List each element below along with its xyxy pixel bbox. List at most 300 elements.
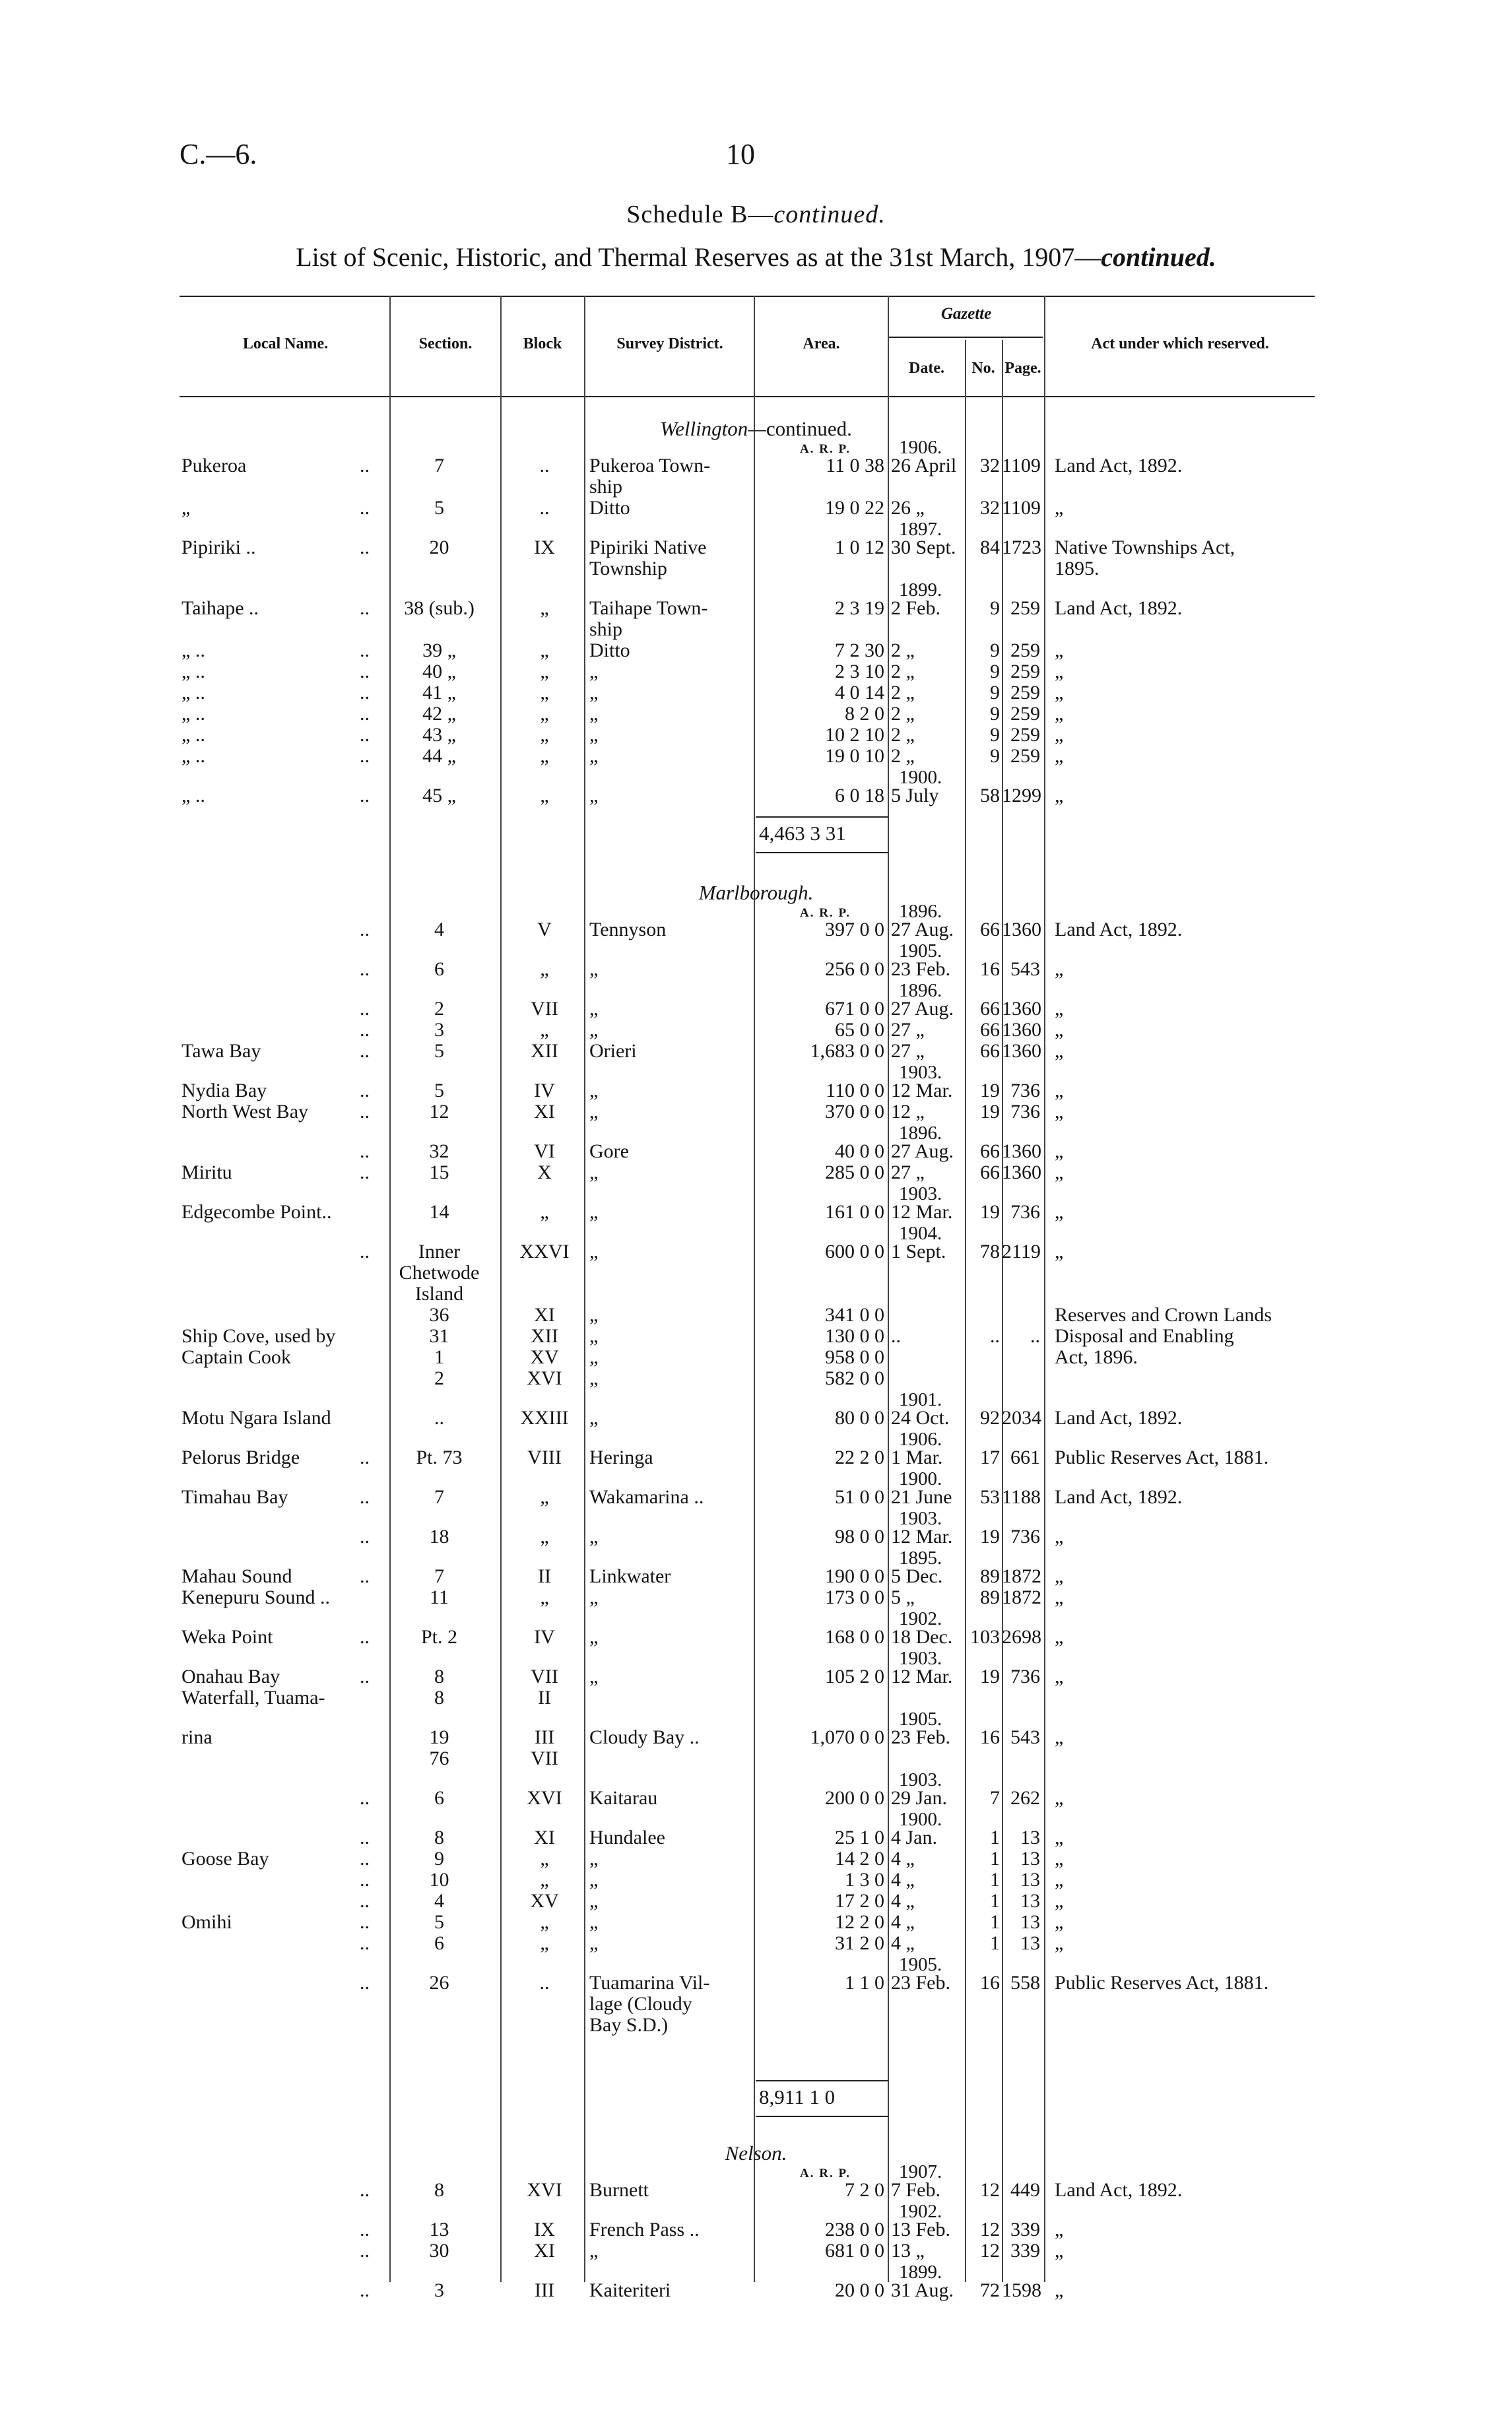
area-cell: 7 2 30 xyxy=(835,639,884,661)
gazette-no-cell: 9 xyxy=(990,661,1000,682)
gazette-date-cell: 2 „ xyxy=(891,745,915,767)
act-cell: „ xyxy=(1055,2240,1064,2262)
gazette-date-cell: 2 „ xyxy=(891,724,915,746)
survey-district-cell: Heringa xyxy=(589,1447,653,1468)
area-cell: 25 1 0 xyxy=(835,1827,884,1848)
gazette-page-cell: 13 xyxy=(1020,1911,1040,1933)
gazette-no-cell: 7 xyxy=(990,1787,1000,1809)
area-units-label: A. R. P. xyxy=(800,2167,851,2180)
section-cell: 7 xyxy=(434,1565,444,1587)
gazette-no-cell: 66 xyxy=(980,1140,1000,1162)
leader-dots: .. xyxy=(360,1447,370,1468)
section-cell: Pt. 2 xyxy=(420,1626,458,1648)
gazette-date-cell: 23 Feb. xyxy=(891,958,950,980)
section-cell: 76 xyxy=(429,1747,449,1769)
survey-district-cell: Kaiteriteri xyxy=(589,2279,671,2301)
act-cell: „ xyxy=(1055,1911,1064,1933)
block-cell: „ xyxy=(540,703,549,725)
leader-dots: .. xyxy=(360,1827,370,1848)
area-cell: 238 0 0 xyxy=(825,2219,884,2240)
table-row xyxy=(0,2180,1512,2206)
section-heading: Marlborough. xyxy=(698,881,814,904)
gazette-no-cell: 92 xyxy=(980,1407,1000,1429)
act-cell: „ xyxy=(1055,2219,1064,2240)
gazette-date-cell: 4 „ xyxy=(891,1890,915,1912)
section-cell: 20 xyxy=(429,537,449,558)
gazette-page-cell: 1188 xyxy=(1002,1486,1041,1508)
gazette-year: 1903. xyxy=(899,1062,942,1083)
survey-district-cell: „ xyxy=(589,1848,599,1870)
block-cell: XXVI xyxy=(519,1241,570,1262)
local-name-cell: Onahau Bay xyxy=(181,1666,280,1687)
area-cell: 10 2 10 xyxy=(825,724,884,746)
act-cell: „ xyxy=(1055,1565,1064,1587)
local-name-cell: „ xyxy=(181,497,191,519)
section-cell: 15 xyxy=(429,1161,449,1183)
leader-dots: .. xyxy=(360,1019,370,1041)
gazette-page-cell: 1598 xyxy=(1002,2279,1041,2301)
section-cell: 14 xyxy=(429,1201,449,1223)
block-cell: VIII xyxy=(527,1447,562,1468)
act-cell: „ xyxy=(1055,1201,1064,1223)
survey-district-cell: „ xyxy=(589,1869,599,1891)
leader-dots: .. xyxy=(360,703,370,725)
block-cell: IX xyxy=(534,2219,555,2240)
survey-district-cell: Pipiriki Native xyxy=(589,537,707,558)
leader-dots: .. xyxy=(360,1932,370,1954)
area-cell: 671 0 0 xyxy=(825,998,884,1020)
gazette-no-cell: 32 xyxy=(980,455,1000,476)
total-rule xyxy=(756,2080,888,2081)
survey-district-cell: Wakamarina .. xyxy=(589,1486,704,1508)
gazette-date-cell: 2 „ xyxy=(891,639,915,661)
block-cell: VI xyxy=(534,1140,555,1162)
survey-district-cell: „ xyxy=(589,1586,599,1608)
survey-district-cell: „ xyxy=(589,1890,599,1912)
gazette-page-cell: 13 xyxy=(1020,1869,1040,1891)
leader-dots: .. xyxy=(360,1161,370,1183)
survey-district-cell: „ xyxy=(589,1626,599,1648)
act-cell: „ xyxy=(1055,998,1064,1020)
gazette-page-cell: 736 xyxy=(1010,1666,1040,1687)
gazette-no-cell: 19 xyxy=(980,1080,1000,1101)
section-cell: 26 xyxy=(429,1972,449,1994)
col-block: Block xyxy=(523,335,562,352)
gazette-date-cell: 27 „ xyxy=(891,1161,925,1183)
gazette-page-cell: 449 xyxy=(1010,2179,1040,2201)
act-cell: Reserves and Crown Lands xyxy=(1055,1304,1272,1326)
gazette-no-cell: 58 xyxy=(980,785,1000,806)
area-cell: 6 0 18 xyxy=(835,785,884,806)
gazette-page-cell: 259 xyxy=(1010,597,1040,619)
act-cell: „ xyxy=(1055,1241,1064,1262)
area-cell: 12 2 0 xyxy=(835,1911,884,1933)
gazette-no-cell: 9 xyxy=(990,682,1000,703)
area-cell: 51 0 0 xyxy=(835,1486,884,1508)
leader-dots: .. xyxy=(360,639,370,661)
section-total: 8,911 1 0 xyxy=(759,2085,836,2108)
gazette-date-cell: 5 Dec. xyxy=(891,1565,943,1587)
area-cell: 19 0 10 xyxy=(825,745,884,767)
leader-dots: .. xyxy=(360,1486,370,1508)
survey-district-cell: ship xyxy=(589,618,623,640)
act-cell: „ xyxy=(1055,1848,1064,1870)
gazette-date-cell: 27 Aug. xyxy=(891,919,954,940)
act-cell: Land Act, 1892. xyxy=(1055,2179,1183,2201)
total-rule xyxy=(756,852,888,853)
survey-district-cell: „ xyxy=(589,682,599,703)
gazette-no-cell: 1 xyxy=(990,1848,1000,1870)
act-cell: 1895. xyxy=(1055,558,1100,579)
leader-dots: .. xyxy=(360,2240,370,2262)
area-cell: 256 0 0 xyxy=(825,958,884,980)
gazette-year: 1895. xyxy=(899,1548,942,1569)
survey-district-cell: „ xyxy=(589,2240,599,2262)
table-row xyxy=(0,746,1512,772)
act-cell: „ xyxy=(1055,1101,1064,1123)
act-cell: „ xyxy=(1055,724,1064,746)
section-cell: Pt. 73 xyxy=(416,1447,463,1468)
section-heading: Wellington—continued. xyxy=(660,417,852,440)
area-cell: 397 0 0 xyxy=(825,919,884,940)
survey-district-cell: Taihape Town- xyxy=(589,597,708,619)
col-area: Area. xyxy=(803,335,840,352)
section-cell: 5 xyxy=(434,497,444,519)
gazette-page-cell: 1299 xyxy=(1002,785,1041,806)
act-cell: „ xyxy=(1055,1869,1064,1891)
act-cell: „ xyxy=(1055,497,1064,519)
act-cell: „ xyxy=(1055,639,1064,661)
block-cell: XII xyxy=(531,1040,558,1062)
survey-district-cell: Pukeroa Town- xyxy=(589,455,711,476)
leader-dots: .. xyxy=(360,1972,370,1994)
gazette-no-cell: 89 xyxy=(980,1565,1000,1587)
section-cell: 38 (sub.) xyxy=(404,597,475,619)
area-cell: 2 3 10 xyxy=(835,661,884,682)
gazette-page-cell: 543 xyxy=(1010,958,1040,980)
table-row xyxy=(0,1368,1512,1394)
gazette-date-cell: .. xyxy=(891,1325,901,1347)
area-cell: 8 2 0 xyxy=(845,703,884,725)
act-cell: Public Reserves Act, 1881. xyxy=(1055,1447,1269,1468)
gazette-date-cell: 27 Aug. xyxy=(891,1140,954,1162)
gazette-date-cell: 4 „ xyxy=(891,1848,915,1870)
gazette-no-cell: 103 xyxy=(970,1626,1000,1648)
gazette-no-cell: 12 xyxy=(980,2219,1000,2240)
section-total: 4,463 3 31 xyxy=(759,822,846,845)
block-cell: „ xyxy=(540,639,549,661)
survey-district-cell: Orieri xyxy=(589,1040,637,1062)
gazette-page-cell: 736 xyxy=(1010,1080,1040,1101)
section-cell: 44 „ xyxy=(422,745,456,767)
act-cell: Land Act, 1892. xyxy=(1055,919,1183,940)
survey-district-cell: Hundalee xyxy=(589,1827,665,1848)
gazette-year: 1903. xyxy=(899,1648,942,1669)
block-cell: „ xyxy=(540,1486,549,1508)
leader-dots: .. xyxy=(360,919,370,940)
block-cell: „ xyxy=(540,745,549,767)
gazette-page-cell: 13 xyxy=(1020,1827,1040,1848)
section-cell: 42 „ xyxy=(422,703,456,725)
gazette-date-cell: 2 „ xyxy=(891,682,915,703)
gazette-no-cell: 1 xyxy=(990,1932,1000,1954)
gazette-no-cell: 1 xyxy=(990,1911,1000,1933)
gazette-no-cell: 84 xyxy=(980,537,1000,558)
leader-dots: .. xyxy=(360,1890,370,1912)
block-cell: XV xyxy=(530,1346,559,1368)
gazette-page-cell: 259 xyxy=(1010,745,1040,767)
act-cell: „ xyxy=(1055,1019,1064,1041)
gazette-year: 1906. xyxy=(899,1429,942,1450)
gazette-date-cell: 29 Jan. xyxy=(891,1787,947,1809)
section-cell: 8 xyxy=(434,2179,444,2201)
survey-district-cell: Burnett xyxy=(589,2179,649,2201)
table-row xyxy=(0,1447,1512,1474)
gazette-page-cell: 339 xyxy=(1010,2219,1040,2240)
gazette-page-cell: 1360 xyxy=(1002,1019,1041,1041)
gazette-year: 1903. xyxy=(899,1508,942,1529)
block-cell: XXIII xyxy=(520,1407,569,1429)
block-cell: XI xyxy=(534,1827,555,1848)
local-name-cell: Edgecombe Point.. xyxy=(181,1201,332,1223)
section-cell: 9 xyxy=(434,1848,444,1870)
area-cell: 190 0 0 xyxy=(825,1565,884,1587)
block-cell: XVI xyxy=(527,2179,562,2201)
block-cell: X xyxy=(537,1161,552,1183)
table-row xyxy=(0,1041,1512,1067)
survey-district-cell: „ xyxy=(589,1346,599,1368)
survey-district-cell: „ xyxy=(589,1666,599,1687)
gazette-page-cell: 1872 xyxy=(1002,1586,1041,1608)
area-cell: 17 2 0 xyxy=(835,1890,884,1912)
survey-district-cell: „ xyxy=(589,998,599,1020)
block-cell: XVI xyxy=(527,1787,562,1809)
survey-district-cell: „ xyxy=(589,1304,599,1326)
act-cell: „ xyxy=(1055,1040,1064,1062)
block-cell: „ xyxy=(540,1869,549,1891)
act-cell: „ xyxy=(1055,2279,1064,2301)
act-cell: „ xyxy=(1055,703,1064,725)
local-name-cell: Timahau Bay xyxy=(181,1486,288,1508)
section-cell: 11 xyxy=(430,1586,449,1608)
table-row xyxy=(0,558,1512,585)
area-cell: 14 2 0 xyxy=(835,1848,884,1870)
area-cell: 19 0 22 xyxy=(825,497,884,519)
section-cell: 13 xyxy=(429,2219,449,2240)
section-cell: 3 xyxy=(434,2279,444,2301)
gazette-no-cell: 19 xyxy=(980,1101,1000,1123)
gazette-no-cell: 16 xyxy=(980,1726,1000,1748)
gazette-year: 1902. xyxy=(899,1608,942,1629)
gazette-page-cell: 1360 xyxy=(1002,998,1041,1020)
block-cell: IV xyxy=(534,1080,555,1101)
gazette-page-cell: 339 xyxy=(1010,2240,1040,2262)
act-cell: „ xyxy=(1055,682,1064,703)
survey-district-cell: „ xyxy=(589,1911,599,1933)
gazette-date-cell: 4 „ xyxy=(891,1932,915,1954)
table-row xyxy=(0,1687,1512,1714)
survey-district-cell: ship xyxy=(589,476,623,498)
survey-district-cell: Bay S.D.) xyxy=(589,2014,669,2036)
local-name-cell: Pipiriki .. xyxy=(181,537,256,558)
gazette-year: 1896. xyxy=(899,1123,942,1144)
block-cell: „ xyxy=(540,1848,549,1870)
gazette-page-cell: 259 xyxy=(1010,639,1040,661)
section-cell: 43 „ xyxy=(422,724,456,746)
local-name-cell: „ .. xyxy=(181,785,205,806)
leader-dots: .. xyxy=(360,2279,370,2301)
survey-district-cell: „ xyxy=(589,1019,599,1041)
survey-district-cell: French Pass .. xyxy=(589,2219,700,2240)
gazette-date-cell: 12 Mar. xyxy=(891,1526,953,1548)
act-cell: Act, 1896. xyxy=(1055,1346,1138,1368)
gazette-page-cell: 1360 xyxy=(1002,919,1041,940)
local-name-cell: Taihape .. xyxy=(181,597,259,619)
block-cell: „ xyxy=(540,958,549,980)
leader-dots: .. xyxy=(360,537,370,558)
gazette-no-cell: 72 xyxy=(980,2279,1000,2301)
gazette-page-cell: 2698 xyxy=(1002,1626,1041,1648)
table-row xyxy=(0,2240,1512,2267)
act-cell: Land Act, 1892. xyxy=(1055,1486,1183,1508)
gazette-year: 1903. xyxy=(899,1183,942,1204)
table-row xyxy=(0,1162,1512,1189)
survey-district-cell: Cloudy Bay .. xyxy=(589,1726,700,1748)
gazette-no-cell: 19 xyxy=(980,1666,1000,1687)
gazette-page-cell: 13 xyxy=(1020,1848,1040,1870)
gazette-date-cell: 7 Feb. xyxy=(891,2179,940,2201)
section-cell: 7 xyxy=(434,455,444,476)
gazette-no-cell: 12 xyxy=(980,2179,1000,2201)
gazette-no-cell: 9 xyxy=(990,745,1000,767)
table-row xyxy=(0,1487,1512,1513)
local-name-cell: „ .. xyxy=(181,703,205,725)
act-cell: „ xyxy=(1055,785,1064,806)
gazette-date-cell: 5 „ xyxy=(891,1586,915,1608)
local-name-cell: „ .. xyxy=(181,639,205,661)
area-cell: 285 0 0 xyxy=(825,1161,884,1183)
gazette-page-cell: 1109 xyxy=(1002,455,1041,476)
gazette-no-cell: 53 xyxy=(980,1486,1000,1508)
total-rule xyxy=(756,2116,888,2117)
gazette-page-cell: 262 xyxy=(1010,1787,1040,1809)
leader-dots: .. xyxy=(360,1848,370,1870)
gazette-date-cell: 2 Feb. xyxy=(891,597,940,619)
gazette-date-cell: 26 April xyxy=(891,455,957,476)
act-cell: „ xyxy=(1055,1932,1064,1954)
block-cell: XI xyxy=(534,2240,555,2262)
leader-dots: .. xyxy=(360,497,370,519)
table-row xyxy=(0,1627,1512,1653)
page-number: 10 xyxy=(726,138,755,170)
col-section: Section. xyxy=(418,335,473,352)
section-cell: 31 xyxy=(429,1325,449,1347)
schedule-title: Schedule B—continued. xyxy=(626,201,886,228)
survey-district-cell: Ditto xyxy=(589,497,630,519)
area-cell: 341 0 0 xyxy=(825,1304,884,1326)
survey-district-cell: „ xyxy=(589,1201,599,1223)
gazette-no-cell: 9 xyxy=(990,703,1000,725)
gazette-date-cell: 12 Mar. xyxy=(891,1201,953,1223)
gazette-date-cell: 2 „ xyxy=(891,703,915,725)
gazette-no-cell: 16 xyxy=(980,958,1000,980)
block-cell: .. xyxy=(539,455,550,476)
act-cell: Land Act, 1892. xyxy=(1055,597,1183,619)
section-cell: 8 xyxy=(434,1666,444,1687)
gazette-date-cell: 4 Jan. xyxy=(891,1827,937,1848)
col-no: No. xyxy=(971,360,995,377)
gazette-no-cell: 17 xyxy=(980,1447,1000,1468)
gazette-page-cell: 259 xyxy=(1010,724,1040,746)
area-units-label: A. R. P. xyxy=(800,906,851,920)
area-cell: 98 0 0 xyxy=(835,1526,884,1548)
area-cell: 168 0 0 xyxy=(825,1626,884,1648)
gazette-page-cell: 2034 xyxy=(1002,1407,1041,1429)
gazette-date-cell: 12 „ xyxy=(891,1101,925,1123)
gazette-page-cell: 558 xyxy=(1010,1972,1040,1994)
local-name-cell: Mahau Sound xyxy=(181,1565,292,1587)
table-row xyxy=(0,1933,1512,1959)
block-cell: II xyxy=(538,1687,551,1709)
block-cell: „ xyxy=(540,1586,549,1608)
col-page: Page. xyxy=(1004,360,1041,377)
block-cell: XII xyxy=(531,1325,558,1347)
gazette-year: 1905. xyxy=(899,940,942,962)
block-cell: VII xyxy=(531,998,558,1020)
area-cell: 22 2 0 xyxy=(835,1447,884,1468)
block-cell: XVI xyxy=(527,1367,562,1389)
local-name-cell: Captain Cook xyxy=(181,1346,291,1368)
survey-district-cell: „ xyxy=(589,1526,599,1548)
act-cell: „ xyxy=(1055,958,1064,980)
gazette-year: 1900. xyxy=(899,767,942,788)
gazette-page-cell: .. xyxy=(1030,1325,1040,1347)
section-cell: 6 xyxy=(434,1787,444,1809)
gazette-no-cell: 32 xyxy=(980,497,1000,519)
gazette-date-cell: 24 Oct. xyxy=(891,1407,950,1429)
section-cell: 4 xyxy=(434,1890,444,1912)
survey-district-cell: Tennyson xyxy=(589,919,667,940)
section-cell: 5 xyxy=(434,1040,444,1062)
block-cell: IX xyxy=(534,537,555,558)
local-name-cell: Omihi xyxy=(181,1911,232,1933)
survey-district-cell: Tuamarina Vil- xyxy=(589,1972,710,1994)
section-cell: 6 xyxy=(434,1932,444,1954)
local-name-cell: North West Bay xyxy=(181,1101,309,1123)
leader-dots: .. xyxy=(360,724,370,746)
leader-dots: .. xyxy=(360,455,370,476)
survey-district-cell: Township xyxy=(589,558,667,579)
area-cell: 1,070 0 0 xyxy=(810,1726,884,1748)
leader-dots: .. xyxy=(360,2219,370,2240)
gazette-date-cell: 4 „ xyxy=(891,1911,915,1933)
block-cell: .. xyxy=(539,497,550,519)
block-cell: XV xyxy=(530,1890,559,1912)
gazette-no-cell: 66 xyxy=(980,998,1000,1020)
leader-dots: .. xyxy=(360,1626,370,1648)
col-date: Date. xyxy=(909,360,944,377)
gazette-date-cell: 23 Feb. xyxy=(891,1972,950,1994)
local-name-cell: Miritu xyxy=(181,1161,232,1183)
table-row xyxy=(0,2015,1512,2041)
col-gazette: Gazette xyxy=(940,305,992,323)
survey-district-cell: lage (Cloudy xyxy=(589,1993,692,2015)
section-cell: 2 xyxy=(434,998,444,1020)
section-cell: 18 xyxy=(429,1526,449,1548)
area-cell: 958 0 0 xyxy=(825,1346,884,1368)
survey-district-cell: „ xyxy=(589,1325,599,1347)
leader-dots: .. xyxy=(360,2179,370,2201)
